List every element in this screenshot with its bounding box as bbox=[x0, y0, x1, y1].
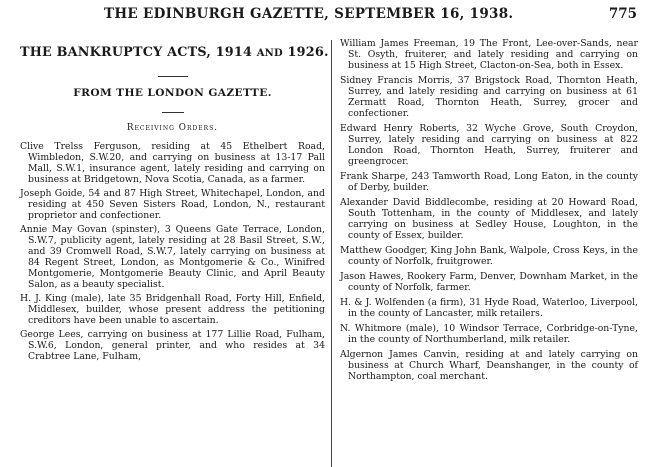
subheading-rule bbox=[162, 112, 184, 113]
notice-entry: Algernon James Canvin, residing at and lately carrying on business at Church Wharf, Deanshanger, in the county of Northampton, coal merchant. bbox=[340, 349, 638, 382]
page-number: 775 bbox=[608, 6, 637, 22]
notice-entry: H. J. King (male), late 35 Bridgenhall Road, Forty Hill, Enfield, Middlesex, builder, whose present address the petitioning creditors have been unable to ascertain. bbox=[20, 293, 325, 326]
section-heading: Receiving Orders. bbox=[126, 123, 219, 133]
notice-entry: Joseph Goide, 54 and 87 High Street, Whitechapel, London, and residing at 450 Seven Sisters Road, London, N., restaurant proprietor and confectioner. bbox=[20, 188, 325, 221]
page-header bbox=[0, 6, 657, 26]
acts-heading-and: AND bbox=[256, 48, 283, 59]
acts-heading-year: 1926. bbox=[287, 45, 329, 60]
heading-rule bbox=[158, 76, 188, 77]
column-divider bbox=[331, 40, 332, 467]
notice-entry: William James Freeman, 19 The Front, Lee-over-Sands, near St. Osyth, fruiterer, and lately residing and carrying on business at 15 High Street, Clacton-on-Sea, both in Essex. bbox=[340, 38, 638, 71]
notice-entry: Frank Sharpe, 243 Tamworth Road, Long Eaton, in the county of Derby, builder. bbox=[340, 171, 638, 193]
notice-entry: Matthew Goodger, King John Bank, Walpole, Cross Keys, in the county of Norfolk, fruitgrower. bbox=[340, 245, 638, 267]
page-title: THE EDINBURGH GAZETTE, SEPTEMBER 16, 1938. bbox=[104, 6, 514, 22]
notice-entry: Jason Hawes, Rookery Farm, Denver, Downham Market, in the county of Norfolk, farmer. bbox=[340, 271, 638, 293]
notice-entry: Annie May Govan (spinster), 3 Queens Gate Terrace, London, S.W.7, publicity agent, lately residing at 28 Basil Street, S.W., and 39 Cromwell Road, S.W.7, lately carrying on business at 84 Regent Street, London, as Montgomerie & Co., Winifred Montgomerie, Montgomerie Beauty Clinic, and April Beauty Salon, as a beauty specialist. bbox=[20, 224, 325, 290]
right-column bbox=[340, 38, 638, 386]
notice-entry: Edward Henry Roberts, 32 Wyche Grove, South Croydon, Surrey, lately residing and carrying on business at 822 London Road, Thornton Heath, Surrey, fruiterer and greengrocer. bbox=[340, 123, 638, 167]
left-column bbox=[20, 40, 329, 365]
notice-entry: Sidney Francis Morris, 37 Brigstock Road, Thornton Heath, Surrey, and lately residing and carrying on business at 61 Zermatt Road, Thornton Heath, Surrey, grocer and confectioner. bbox=[340, 75, 638, 119]
notice-entry: Clive Trelss Ferguson, residing at 45 Ethelbert Road, Wimbledon, S.W.20, and carrying on business at 13-17 Pall Mall, S.W.1, insurance agent, lately residing and carrying on business at Bridgetown, Nova Scotia, Canada, as a farmer. bbox=[20, 141, 325, 185]
notice-entry: H. & J. Wolfenden (a firm), 31 Hyde Road, Waterloo, Liverpool, in the county of Lancaster, milk retailers. bbox=[340, 297, 638, 319]
notice-entry: N. Whitmore (male), 10 Windsor Terrace, Corbridge-on-Tyne, in the county of Northumberland, milk retailer. bbox=[340, 323, 638, 345]
acts-heading bbox=[20, 45, 329, 60]
notice-entry: Alexander David Biddlecombe, residing at 20 Howard Road, South Tottenham, in the county of Middlesex, and lately carrying on business at Sedley House, Loughton, in the county of Essex, builder. bbox=[340, 197, 638, 241]
notice-entry: George Lees, carrying on business at 177 Lillie Road, Fulham, S.W.6, London, general printer, and who resides at 34 Crabtree Lane, Fulham, bbox=[20, 329, 325, 362]
source-heading: FROM THE LONDON GAZETTE. bbox=[73, 87, 272, 99]
acts-heading-main: THE BANKRUPTCY ACTS, 1914 bbox=[20, 45, 253, 60]
